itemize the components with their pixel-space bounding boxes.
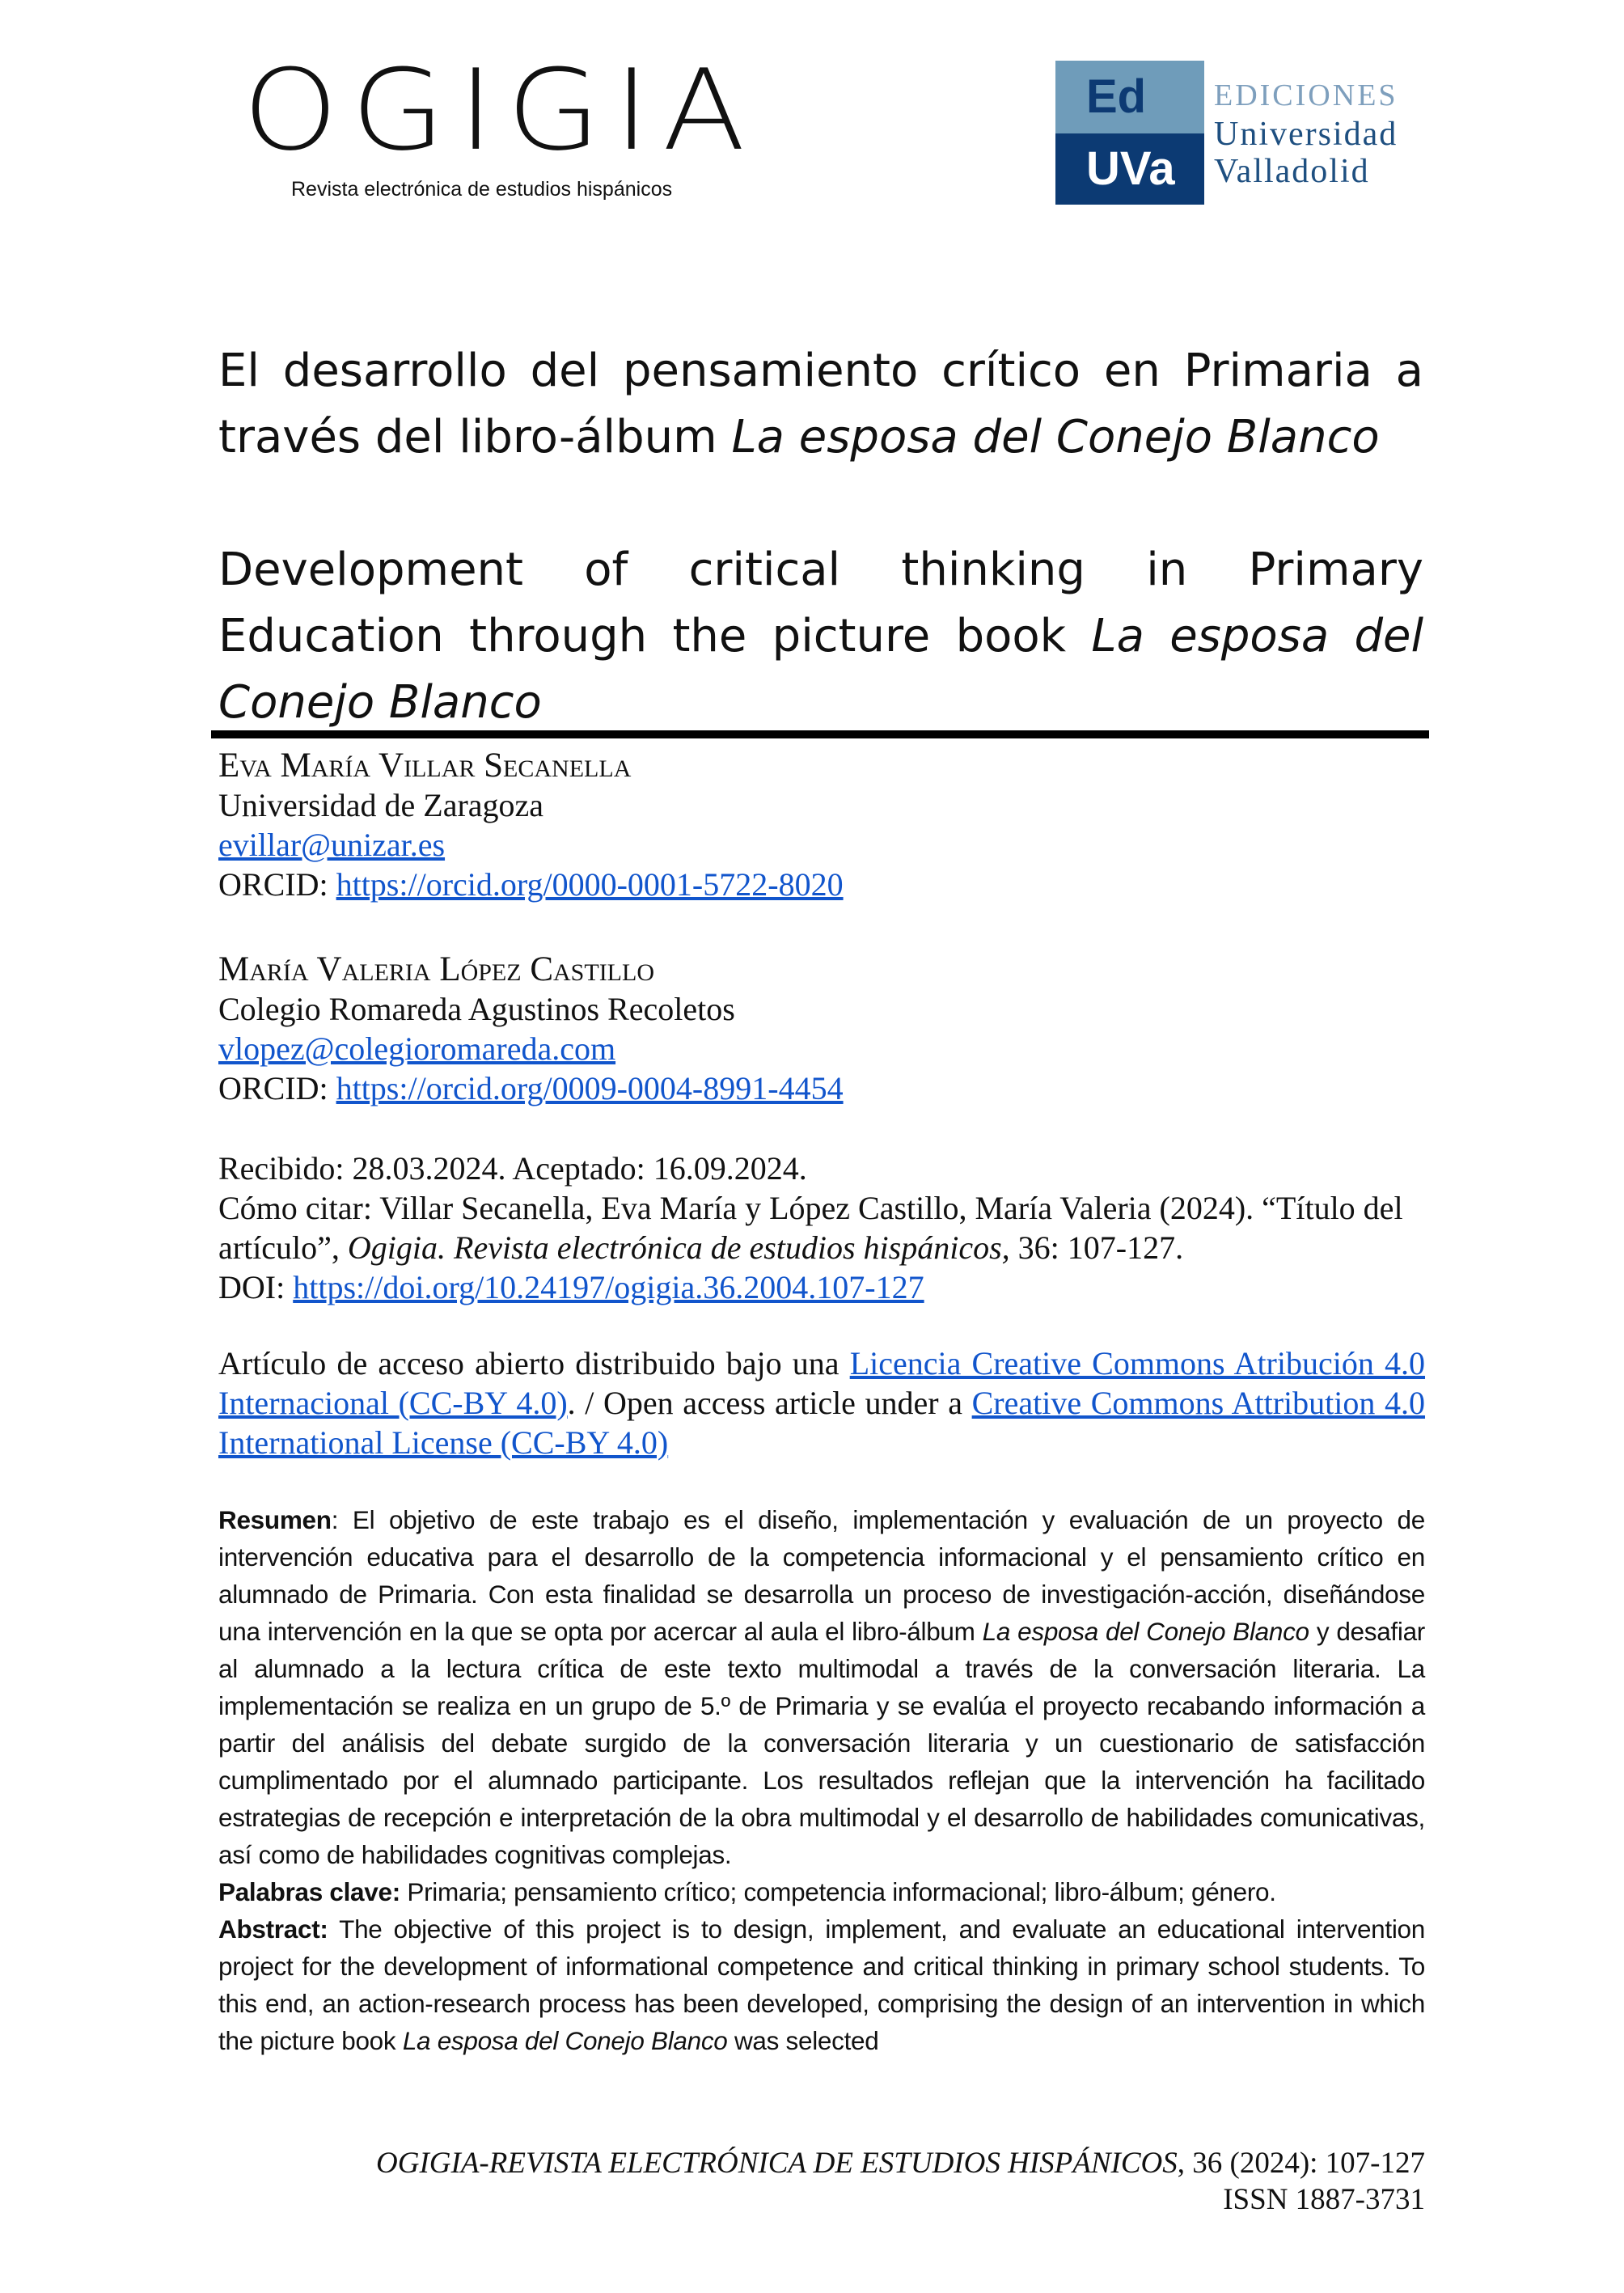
- author-email-link[interactable]: evillar@unizar.es: [218, 827, 446, 863]
- uva-logo-text: [1214, 61, 1398, 205]
- author-email-link[interactable]: vlopez@colegioromareda.com: [218, 1030, 616, 1067]
- doi-label: DOI:: [218, 1269, 294, 1305]
- citation-journal: Ogigia. Revista electrónica de estudios hispánicos,: [347, 1229, 1010, 1266]
- author-affiliation: Universidad de Zaragoza: [218, 787, 544, 823]
- license-notice: [218, 1343, 1425, 1462]
- abstract-es-text: y desafiar al alumnado a la lectura crítica de este texto multimodal a través de la conversación literaria. La implementación se realiza en un grupo de 5.º de Primaria y se evalúa el proyecto recabando información a partir del análisis del debate surgido de la conversación literaria y un cuestionario de satisfacción cumplimentado por el alumnado participante. Los resultados reflejan que la intervención ha facilitado estrategias de recepción e interpretación de la obra multimodal y el desarrollo de habilidades comunicativas, así como de habilidades cognitivas complejas.: [218, 1617, 1425, 1869]
- keywords-text: Primaria; pensamiento crítico; competencia informacional; libro-álbum; género.: [400, 1877, 1276, 1906]
- license-text: . / Open access article under a: [567, 1385, 972, 1421]
- uva-logo-ed: Ed: [1055, 61, 1204, 133]
- uva-logo-box: [1055, 61, 1204, 205]
- uva-valladolid: Valladolid: [1214, 153, 1370, 190]
- uva-universidad: Universidad: [1214, 116, 1398, 153]
- ogigia-logo-subtitle: Revista electrónica de estudios hispánicos: [291, 178, 673, 201]
- author-block: [218, 950, 1425, 1108]
- uva-ediciones: EDICIONES: [1214, 78, 1398, 112]
- author-name: Eva María Villar Secanella: [218, 747, 632, 785]
- article-meta: [218, 1149, 1425, 1307]
- abstract-section: [218, 1501, 1425, 2059]
- abstract-spanish: [218, 1501, 1425, 1873]
- abstract-es-label: Resumen: [218, 1505, 332, 1534]
- abstract-en-text: was selected: [727, 2026, 879, 2055]
- title-spanish: [218, 338, 1423, 471]
- license-link-es[interactable]: Licencia Creative Commons Atribución 4.0 Internacional (CC-BY 4.0): [218, 1345, 1426, 1421]
- page-footer: [376, 2145, 1425, 2218]
- orcid-label: ORCID:: [218, 866, 336, 903]
- title-divider: [211, 730, 1429, 738]
- keywords-label: Palabras clave:: [218, 1877, 400, 1906]
- doi-link[interactable]: https://doi.org/10.24197/ogigia.36.2004.107-127: [293, 1269, 924, 1305]
- citation-pages: 36: 107-127.: [1009, 1229, 1184, 1266]
- orcid-label: ORCID:: [218, 1070, 336, 1106]
- abstract-en-label: Abstract:: [218, 1914, 328, 1944]
- keywords-spanish: [218, 1873, 1425, 1910]
- ogigia-logo-word: OGIGIA: [243, 45, 759, 176]
- abstract-es-text: : El objetivo de este trabajo es el diseño, implementación y evaluación de un proyecto de intervención educativa para el desarrollo de la competencia informacional y el pensamiento crítico en alumnado de Primaria. Con esta finalidad se desarrolla un proceso de investigación-acción, diseñándose una intervención en la que se opta por acercar al aula el libro-álbum: [218, 1505, 1425, 1646]
- abstract-en-italic: La esposa del Conejo Blanco: [402, 2026, 728, 2055]
- orcid-link[interactable]: https://orcid.org/0000-0001-5722-8020: [336, 866, 844, 903]
- abstract-en-text: The objective of this project is to design, implement, and evaluate an educational intervention project for the development of informational competence and critical thinking in primary school students. To this end, an action-research process has been developed, comprising the design of an intervention in which the picture book: [218, 1914, 1425, 2055]
- license-text: Artículo de acceso abierto distribuido bajo una: [218, 1345, 850, 1381]
- author-affiliation: Colegio Romareda Agustinos Recoletos: [218, 991, 735, 1027]
- uva-logo-uva: UVa: [1055, 133, 1204, 205]
- author-name: María Valeria López Castillo: [218, 950, 654, 988]
- title-english: [218, 537, 1423, 736]
- citation-text: Cómo citar: Villar Secanella, Eva María y López Castillo, María Valeria (2024). “Título del artículo”,: [218, 1190, 1403, 1266]
- license-link-en[interactable]: Creative Commons Attribution 4.0 International License (CC-BY 4.0): [218, 1385, 1426, 1461]
- title-en-plain: Development of critical thinking in Primary Education through the picture book: [218, 544, 1423, 662]
- footer-journal: OGIGIA-REVISTA ELECTRÓNICA DE ESTUDIOS HISPÁNICOS: [376, 2147, 1178, 2180]
- author-block: [218, 746, 1425, 904]
- abstract-es-italic: La esposa del Conejo Blanco: [982, 1617, 1309, 1646]
- title-en-italic: La esposa del Conejo Blanco: [218, 610, 1423, 729]
- orcid-link[interactable]: https://orcid.org/0009-0004-8991-4454: [336, 1070, 844, 1106]
- received-dates: Recibido: 28.03.2024. Aceptado: 16.09.2024.: [218, 1150, 807, 1187]
- footer-issn: ISSN 1887-3731: [1223, 2183, 1425, 2216]
- footer-issue: , 36 (2024): 107-127: [1177, 2147, 1425, 2180]
- ogigia-logo: [243, 45, 760, 201]
- abstract-english: [218, 1910, 1425, 2059]
- title-es-plain: El desarrollo del pensamiento crítico en Primaria a través del libro-álbum: [218, 345, 1423, 463]
- title-es-italic: La esposa del Conejo Blanco: [731, 411, 1380, 463]
- uva-logo: [1055, 61, 1398, 205]
- citation: [218, 1188, 1425, 1267]
